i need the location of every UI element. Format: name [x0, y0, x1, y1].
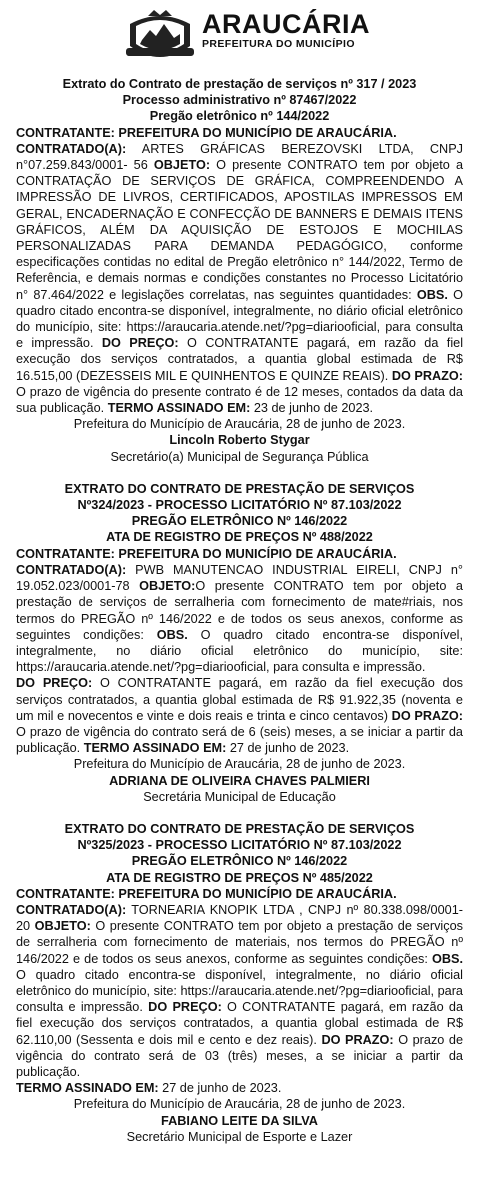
extract-title: ATA DE REGISTRO DE PREÇOS Nº 488/2022: [106, 530, 373, 545]
extract-3: [16, 821, 463, 1145]
brand: [202, 10, 370, 50]
extract-body: CONTRATADO(A): TORNEARIA KNOPIK LTDA , CNPJ nº 80.338.098/0001-20 OBJETO: O presente CONTRATO tem por objeto a prestação de serviços de serralheria com fornecimento de materiais, nos termos do PREGÃO nº 146/2022 e de todos os seus anexos, conforme as seguintes condições: OBS. O quadro citado encontra-se disponível, integralmente, no diário oficial eletrônico do município, site: https://araucaria.atende.net/?pg=diariooficial, para consulta e impressão. DO PREÇO: O CONTRATANTE pagará, em razão da fiel execução dos serviços contratados, a quantia global estimada de R$ 62.110,00 (Sessenta e dois mil e cento e dez reais). DO PRAZO: O prazo de vigência do contrato será de 03 (três) meses, a se iniciar a partir da publicação. TERMO ASSINADO EM: 27 de junho de 2023.: [16, 902, 464, 1096]
extract-title: Processo administrativo nº 87467/2022: [122, 93, 357, 108]
contratante: CONTRATANTE: PREFEITURA DO MUNICÍPIO DE ARAUCÁRIA.: [16, 886, 397, 901]
extract-title: PREGÃO ELETRÔNICO Nº 146/2022: [131, 514, 348, 529]
signer-name: ADRIANA DE OLIVEIRA CHAVES PALMIERI: [109, 773, 370, 788]
signer-role: Secretário(a) Municipal de Segurança Pública: [110, 449, 369, 464]
extract-2: [16, 481, 463, 805]
extract-title: EXTRATO DO CONTRATO DE PRESTAÇÃO DE SERVIÇOS: [64, 481, 415, 496]
contratante: CONTRATANTE: PREFEITURA DO MUNICÍPIO DE ARAUCÁRIA.: [16, 546, 397, 561]
municipal-seal-icon: [124, 6, 196, 68]
brand-subtitle: PREFEITURA DO MUNICÍPIO: [202, 38, 355, 50]
signer-role: Secretário Municipal de Esporte e Lazer: [126, 1129, 353, 1144]
extract-title: ATA DE REGISTRO DE PREÇOS Nº 485/2022: [106, 870, 373, 885]
content: [16, 76, 463, 1145]
extract-body: CONTRATADO(A): ARTES GRÁFICAS BEREZOVSKI LTDA, CNPJ n°07.259.843/0001- 56 OBJETO: O presente CONTRATO tem por objeto a CONTRATAÇÃO DE SERVIÇOS DE GRÁFICA, COMPREENDENDO A IMPRESSÃO DE LIVROS, CERTIFICADOS, APOSTILAS IMPRESSOS EM GERAL, ENCADERNAÇÃO E CONFECÇÃO DE BANNERS E DEMAIS ITENS GRÁFICOS, ALÉM DA AQUISIÇÃO DE ESTOJOS E MOCHILAS PERSONALIZADAS PARA DEMANDA PEDAGÓGICO, conforme especificações contidas no edital de Pregão eletrônico n° 144/2022, Termo de Referência, e demais normas e condições constantes no Processo Licitatório n° 87.464/2022 e legislações correlatas, nas seguintes quantidades: OBS. O quadro citado encontra-se disponível, integralmente, no diário oficial eletrônico do município, site: https://araucaria.atende.net/?pg=diariooficial, para consulta e impressão. DO PREÇO: O CONTRATANTE pagará, em razão da fiel execução dos serviços contratados, a quantia global estimada de R$ 16.515,00 (DEZESSEIS MIL E QUINHENTOS E QUINZE REAIS). DO PRAZO: O prazo de vigência do presente contrato é de 12 meses, contados da data da sua publicação. TERMO ASSINADO EM: 23 de junho de 2023.: [16, 141, 464, 416]
header: [124, 6, 384, 68]
extract-title: EXTRATO DO CONTRATO DE PRESTAÇÃO DE SERVIÇOS: [64, 821, 415, 836]
place-date: Prefeitura do Município de Araucária, 28 de junho de 2023.: [73, 417, 406, 432]
signer-name: FABIANO LEITE DA SILVA: [161, 1113, 318, 1128]
place-date: Prefeitura do Município de Araucária, 28 de junho de 2023.: [73, 1097, 406, 1112]
contratante: CONTRATANTE: PREFEITURA DO MUNICÍPIO DE ARAUCÁRIA.: [16, 125, 397, 140]
extract-1: [16, 76, 463, 465]
signer-role: Secretária Municipal de Educação: [143, 789, 336, 804]
place-date: Prefeitura do Município de Araucária, 28 de junho de 2023.: [73, 757, 406, 772]
signer-name: Lincoln Roberto Stygar: [169, 433, 310, 448]
brand-name: ARAUCÁRIA: [202, 9, 370, 39]
extract-title: Pregão eletrônico nº 144/2022: [149, 109, 330, 124]
extract-title: Extrato do Contrato de prestação de serviços nº 317 / 2023: [62, 77, 417, 91]
extract-title: PREGÃO ELETRÔNICO Nº 146/2022: [131, 854, 348, 869]
extract-body: CONTRATADO(A): PWB MANUTENCAO INDUSTRIAL EIRELI, CNPJ n° 19.052.023/0001-78 OBJETO:O presente CONTRATO tem por objeto a prestação de serviços de serralheria com fornecimento de mate#riais, nos termos do PREGÃO nº 146/2022 e de todos os seus anexos, conforme as seguintes condições: OBS. O quadro citado encontra-se disponível, integralmente, no diário oficial eletrônico do município, site: https://araucaria.atende.net/?pg=diariooficial, para consulta e impressão. DO PREÇO: O CONTRATANTE pagará, em razão da fiel execução dos serviços contratados, a quantia global estimada de R$ 91.922,35 (noventa e um mil e novecentos e vinte e dois reais e trinta e cinco centavos) DO PRAZO: O prazo de vigência do contrato será de 6 (seis) meses, a se iniciar a partir da publicação. TERMO ASSINADO EM: 27 de junho de 2023.: [16, 562, 464, 756]
extract-title: Nº325/2023 - PROCESSO LICITATÓRIO Nº 87.103/2022: [77, 838, 402, 853]
extract-title: Nº324/2023 - PROCESSO LICITATÓRIO Nº 87.103/2022: [77, 498, 402, 513]
